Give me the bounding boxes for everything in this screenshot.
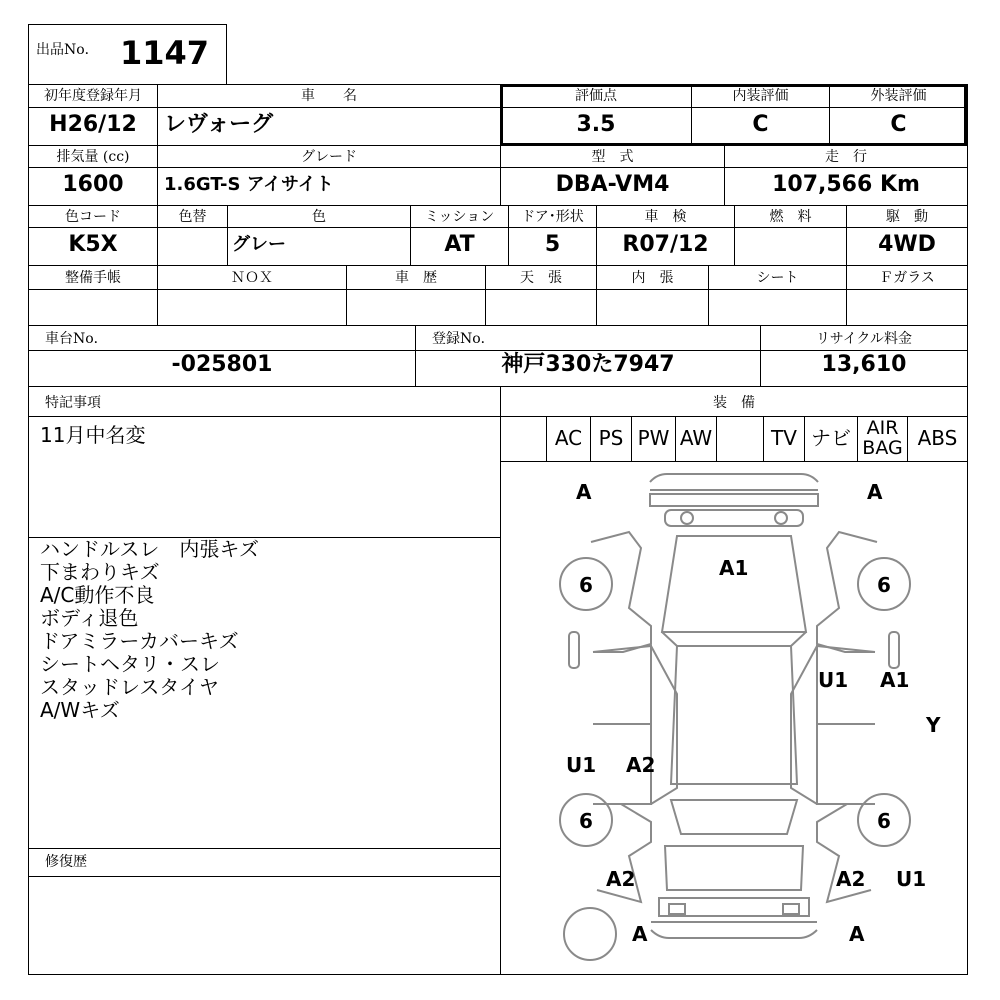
value-model: DBA-VM4 (555, 172, 670, 197)
remarks-top-note: 11月中名変 (40, 423, 146, 447)
label-color-change: 色替 (178, 209, 207, 225)
label-inspection: 車 検 (644, 209, 687, 225)
equipment-item-aw: AW (679, 426, 713, 450)
label-color: 色 (312, 209, 326, 225)
equipment-item-tv: TV (771, 426, 797, 450)
mark-rear-left-tire: 6 (579, 809, 593, 833)
label-vehicle-history: 車 歴 (395, 270, 437, 286)
label-equipment: 装 備 (713, 395, 755, 411)
label-mileage: 走 行 (825, 149, 867, 165)
label-nox: ＮＯＸ (231, 270, 273, 286)
equipment-item-airbag: AIR BAG (862, 417, 903, 459)
label-car-name: 車 名 (301, 88, 357, 104)
label-first-registration: 初年度登録年月 (44, 88, 142, 104)
label-interior-score: 内装評価 (732, 88, 789, 104)
value-door: 5 (544, 232, 561, 257)
mark-rear-right-tire: 6 (877, 809, 891, 833)
remarks-list: ハンドルスレ 内張キズ 下まわりキズ A/C動作不良 ボディ退色 ドアミラーカバーキズ シートヘタリ・スレ スタッドレスタイヤ A/Wキズ (40, 537, 259, 722)
label-drive: 駆 動 (886, 209, 928, 225)
mark-rear-left-corner: A (632, 922, 648, 946)
value-recycle-fee: 13,610 (821, 352, 907, 377)
equipment-item-abs: ABS (917, 426, 958, 450)
value-displacement: 1600 (62, 172, 124, 197)
label-registration-number: 登録No． (432, 331, 495, 347)
lot-number-value: 1147 (120, 34, 210, 72)
value-drive: 4WD (878, 232, 936, 257)
label-fuel: 燃 料 (769, 209, 812, 225)
label-remarks: 特記事項 (45, 395, 101, 411)
value-registration-number: 神戸330た7947 (501, 352, 675, 377)
value-mileage: 107,566 Km (772, 172, 920, 197)
label-exterior-score: 外装評価 (870, 88, 927, 104)
label-model: 型 式 (591, 149, 634, 165)
value-interior-score: C (752, 112, 769, 137)
mark-hood: A1 (719, 556, 749, 580)
mark-rear-right-u1: U1 (896, 867, 927, 891)
lot-number-label: 出品No． (36, 42, 99, 58)
label-score: 評価点 (575, 88, 617, 104)
equipment-item-ps: PS (598, 426, 624, 450)
mark-right-side-y: Y (926, 713, 941, 737)
value-car-name: レヴォーグ (164, 112, 274, 137)
mark-right-side-u1: U1 (818, 668, 849, 692)
label-headliner: 天 張 (520, 270, 562, 286)
mark-left-side-u1: U1 (566, 753, 597, 777)
value-first-registration: H26/12 (49, 112, 137, 137)
value-inspection: R07/12 (622, 232, 709, 257)
mark-rear-right-a2: A2 (836, 867, 866, 891)
row3-bottom (28, 265, 968, 266)
label-mission: ミッション (424, 209, 495, 225)
mark-front-right-corner: A (867, 480, 883, 504)
value-mission: AT (444, 232, 475, 257)
value-color: グレー (232, 234, 286, 255)
mark-right-side-a1: A1 (880, 668, 910, 692)
row4-label-line (28, 289, 968, 290)
value-color-code: K5X (68, 232, 118, 257)
label-repair-history: 修復歴 (45, 854, 87, 870)
value-exterior-score: C (890, 112, 907, 137)
label-chassis-number: 車台No． (45, 331, 108, 347)
mark-front-left-corner: A (576, 480, 592, 504)
label-color-code: 色コード (65, 209, 121, 225)
eq-div-5 (716, 416, 717, 461)
repair-history-line-top (28, 848, 500, 849)
label-grade: グレード (301, 149, 357, 165)
equipment-item-pw: PW (637, 426, 670, 450)
label-interior-trim: 内 張 (631, 270, 674, 286)
mark-front-left-tire: 6 (579, 573, 593, 597)
label-displacement: 排気量 (cc) (56, 149, 130, 165)
value-grade: 1.6GT-S アイサイト (164, 174, 334, 195)
label-recycle-fee: リサイクル料金 (815, 331, 913, 347)
row5-bottom (28, 386, 968, 387)
label-seat: シート (756, 270, 799, 286)
label-door-shape: ドア･形状 (521, 209, 584, 225)
mark-rear-right-corner: A (849, 922, 865, 946)
mark-rear-left-a2: A2 (606, 867, 636, 891)
value-score: 3.5 (576, 112, 616, 137)
car-condition-diagram (501, 462, 967, 974)
equipment-item-navi: ナビ (811, 426, 851, 450)
row4-bottom (28, 325, 968, 326)
equipment-item-ac: AC (554, 426, 583, 450)
value-chassis-number: -025801 (171, 352, 273, 377)
label-front-glass: Ｆガラス (879, 270, 935, 286)
mark-left-side-a2: A2 (626, 753, 656, 777)
repair-history-line (28, 876, 500, 877)
label-maintenance-record: 整備手帳 (65, 270, 121, 286)
mark-front-right-tire: 6 (877, 573, 891, 597)
row2-bottom (28, 205, 968, 206)
